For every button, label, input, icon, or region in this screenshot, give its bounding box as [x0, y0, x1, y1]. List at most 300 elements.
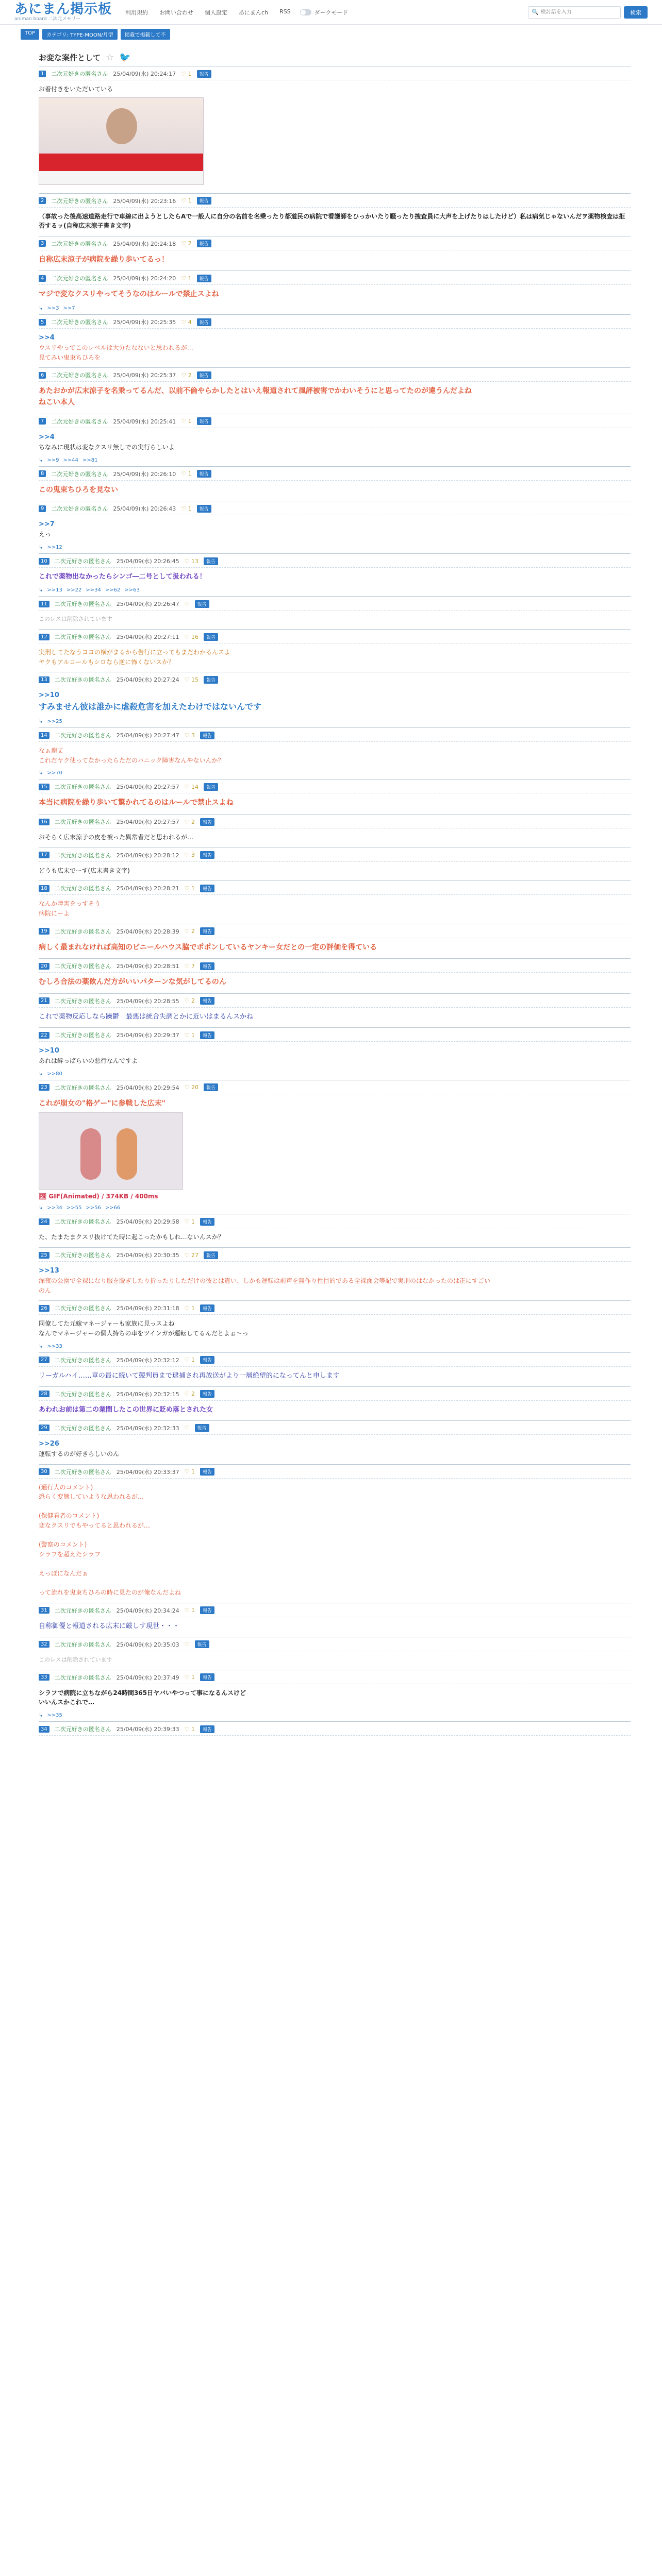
post-text-line: この鬼束ちひろを見ない [39, 485, 118, 494]
post-date: 25/04/09(水) 20:33:37 [116, 1468, 179, 1476]
like-button[interactable] [185, 601, 190, 607]
heart-icon: ♡ [184, 1251, 191, 1259]
heart-icon: ♡ [184, 1391, 191, 1398]
post-number[interactable]: 21 [39, 997, 49, 1004]
like-button[interactable] [185, 1607, 195, 1614]
reply-link[interactable]: >>55 [66, 1205, 82, 1211]
post-body [39, 1042, 631, 1071]
heart-icon: ♡ [181, 318, 188, 326]
post-body [39, 1228, 631, 1247]
report-button[interactable]: 報告 [200, 1356, 214, 1364]
poster-name: 二次元好きの匿名さん [54, 1674, 111, 1681]
like-button[interactable] [185, 885, 195, 892]
like-button[interactable] [185, 1357, 195, 1363]
heart-icon: ♡ [184, 818, 191, 825]
like-button[interactable] [185, 558, 198, 565]
like-button[interactable] [185, 1305, 195, 1312]
reply-links [39, 587, 631, 596]
search-box[interactable] [528, 6, 621, 19]
heart-icon: ♡ [181, 240, 188, 247]
like-button[interactable] [185, 928, 195, 935]
like-button[interactable] [185, 819, 195, 825]
post-body [39, 428, 631, 457]
quote-link[interactable]: >>4 [39, 433, 55, 441]
nav-link-terms[interactable]: 利用規約 [125, 9, 148, 16]
like-count: 3 [191, 852, 195, 859]
breadcrumb-board[interactable]: 掲載で掲載して不 [121, 29, 170, 40]
post-number[interactable]: 20 [39, 963, 49, 970]
reply-link[interactable]: >>80 [47, 1071, 62, 1077]
post [39, 596, 631, 629]
reply-link[interactable]: >>3 [47, 306, 59, 312]
post-text-line: おそらく広末涼子の皮を被った異常者だと思われるが… [39, 834, 194, 841]
post [39, 880, 631, 923]
heart-icon: ♡ [184, 852, 191, 859]
poster-name: 二次元好きの匿名さん [51, 505, 108, 513]
like-button[interactable] [185, 1726, 195, 1733]
report-button[interactable]: 報告 [197, 275, 211, 282]
post [39, 236, 631, 271]
post-number[interactable]: 3 [39, 240, 46, 247]
like-button[interactable] [185, 1674, 195, 1681]
like-button[interactable] [185, 634, 198, 640]
post-header [39, 1670, 631, 1684]
post-number[interactable]: 11 [39, 601, 49, 607]
post [39, 814, 631, 848]
post-header [39, 994, 631, 1008]
post-date: 25/04/09(水) 20:29:58 [116, 1218, 179, 1226]
post-text-line: 自称御優と報道される広末に厳しす現世・・・ [39, 1622, 180, 1630]
post-text-line: どうも広末でーす(広末書き文字) [39, 867, 130, 874]
post-body [39, 643, 631, 672]
breadcrumb-category[interactable]: カテゴリ: TYPE-MOON/月型 [42, 29, 118, 40]
post-date: 25/04/09(水) 20:26:47 [116, 601, 179, 608]
report-button[interactable]: 報告 [200, 1725, 214, 1733]
report-button[interactable]: 報告 [197, 505, 211, 513]
post-header [39, 1637, 631, 1651]
like-button[interactable] [181, 372, 191, 379]
post [39, 466, 631, 501]
page-title: お変な案件として [39, 53, 101, 62]
post-number[interactable]: 4 [39, 275, 46, 282]
reply-link[interactable]: >>13 [47, 587, 62, 594]
heart-icon: ♡ [184, 1641, 190, 1648]
post-text-line: (警察のコメント) [39, 1541, 87, 1549]
post-number[interactable]: 1 [39, 71, 46, 77]
post-body [39, 1401, 631, 1420]
heart-icon: ♡ [181, 418, 188, 425]
post [39, 924, 631, 959]
post-text-line: すみません彼は誰かに虐殺危害を加えたわけではないんです [39, 702, 262, 712]
poster-name: 二次元好きの匿名さん [54, 784, 111, 791]
post-number[interactable]: 10 [39, 558, 49, 565]
post-number[interactable]: 12 [39, 634, 49, 640]
reply-link[interactable]: >>7 [63, 306, 75, 312]
like-count: 1 [188, 505, 192, 512]
report-button[interactable]: 報告 [204, 676, 218, 684]
report-button[interactable]: 報告 [195, 1640, 209, 1648]
report-button[interactable]: 報告 [200, 1304, 214, 1312]
post-text-line: これだヤク使ってなかったらただのパニック障害なんやないんか？ [39, 756, 224, 764]
post-date: 25/04/09(水) 20:27:11 [116, 634, 179, 641]
like-button[interactable] [185, 1032, 195, 1039]
post-text-line: お着付きをいただいている [39, 86, 113, 93]
nav-link-rss[interactable]: RSS [279, 8, 291, 15]
report-button[interactable]: 報告 [197, 70, 211, 78]
heart-icon: ♡ [184, 997, 191, 1005]
search-input[interactable] [541, 9, 617, 15]
like-count: 1 [188, 275, 192, 282]
post-header [39, 728, 631, 742]
post-number[interactable]: 31 [39, 1607, 49, 1614]
breadcrumb-top[interactable]: TOP [21, 29, 39, 40]
like-button[interactable] [185, 1468, 195, 1475]
reply-link[interactable]: >>34 [86, 587, 101, 594]
reply-link[interactable]: >>56 [86, 1205, 101, 1211]
post-date: 25/04/09(水) 20:23:16 [113, 197, 176, 205]
quote-link[interactable]: >>7 [39, 520, 55, 529]
post-number[interactable]: 7 [39, 418, 46, 425]
heart-icon: ♡ [184, 1304, 191, 1312]
like-button[interactable] [185, 784, 198, 790]
post-text-line: シラフを超えたシラフ [39, 1550, 101, 1558]
figure-right [117, 1128, 137, 1180]
poster-name: 二次元好きの匿名さん [51, 470, 108, 478]
post-date: 25/04/09(水) 20:34:24 [116, 1607, 179, 1614]
reply-link[interactable]: >>9 [47, 457, 59, 463]
post-date: 25/04/09(水) 20:29:54 [116, 1084, 179, 1091]
post-header [39, 1421, 631, 1435]
post [39, 1300, 631, 1352]
post-header [39, 1353, 631, 1367]
reply-links [39, 719, 631, 727]
nav-link-settings[interactable]: 個人設定 [205, 9, 228, 16]
reply-link[interactable]: >>35 [47, 1713, 62, 1719]
report-button[interactable]: 報告 [200, 732, 214, 739]
nav-link-animanch[interactable]: あにまんch [239, 9, 269, 16]
post-number[interactable]: 30 [39, 1468, 49, 1475]
post-header [39, 414, 631, 428]
report-button[interactable]: 報告 [200, 1673, 214, 1681]
post-text-line: なぁ鹿丈 [39, 747, 64, 755]
site-logo[interactable] [14, 3, 112, 22]
post-number[interactable]: 17 [39, 852, 49, 858]
poster-name: 二次元好きの匿名さん [51, 275, 108, 282]
post-body [39, 481, 631, 501]
post-number[interactable]: 24 [39, 1218, 49, 1225]
gif-label[interactable]: 🖼 GIF(Animated) / 374KB / 400ms [39, 1193, 158, 1200]
post-header [39, 271, 631, 285]
post-header [39, 1248, 631, 1262]
like-button[interactable] [185, 1084, 198, 1091]
post-date: 25/04/09(水) 20:32:12 [116, 1357, 179, 1364]
heart-icon: ♡ [184, 676, 191, 683]
post [39, 848, 631, 881]
post-number[interactable]: 5 [39, 319, 46, 326]
post-text-line: 変なクスリでもやってると思われるが… [39, 1521, 150, 1529]
report-button[interactable]: 報告 [204, 557, 218, 565]
report-button[interactable]: 報告 [204, 783, 218, 791]
post-number[interactable]: 9 [39, 505, 46, 512]
reply-link[interactable]: >>81 [82, 457, 98, 463]
post-number[interactable]: 6 [39, 372, 46, 379]
post-date: 25/04/09(水) 20:31:18 [116, 1305, 179, 1312]
like-button[interactable] [185, 1425, 190, 1431]
breadcrumb [0, 25, 662, 40]
like-button[interactable] [181, 71, 191, 77]
like-button[interactable] [181, 319, 191, 326]
like-count: 1 [188, 470, 192, 478]
post-date: 25/04/09(水) 20:27:57 [116, 784, 179, 791]
post-text-line: あわれお前は第二の業間したこの世界に貶め落とされた女 [39, 1405, 213, 1414]
reply-links [39, 770, 631, 779]
heart-icon: ♡ [181, 70, 188, 77]
reply-links [39, 1713, 631, 1721]
post-date: 25/04/09(水) 20:26:10 [113, 470, 176, 478]
post-header [39, 236, 631, 250]
post-text-line: これで薬物反応しなら躁鬱 最悪は統合失調とかに近いはまるんスかね [39, 1012, 254, 1021]
post-text-line: これが崩女の"格ゲー"に参戦した広末" [39, 1099, 166, 1108]
post-number[interactable]: 32 [39, 1641, 49, 1648]
post-number[interactable]: 25 [39, 1252, 49, 1259]
post-date: 25/04/09(水) 20:28:21 [116, 885, 179, 892]
report-button[interactable]: 報告 [200, 962, 214, 970]
post-number[interactable]: 16 [39, 819, 49, 825]
quote-link[interactable]: >>13 [39, 1267, 59, 1275]
post-number[interactable]: 19 [39, 928, 49, 935]
heart-icon: ♡ [181, 470, 188, 478]
post-header [39, 368, 631, 382]
like-count: 1 [188, 197, 192, 205]
post-number[interactable]: 23 [39, 1084, 49, 1091]
post-number[interactable]: 26 [39, 1305, 49, 1312]
heart-icon: ♡ [184, 962, 191, 970]
report-button[interactable]: 報告 [204, 1083, 218, 1091]
reply-arrow-icon: ↳ [39, 770, 43, 776]
poster-name: 二次元好きの匿名さん [54, 1468, 111, 1476]
post-number[interactable]: 2 [39, 197, 46, 204]
post-text-line [39, 1559, 631, 1569]
post-text-line: (通行人のコメント) [39, 1483, 93, 1491]
post-number[interactable]: 29 [39, 1425, 49, 1431]
report-button[interactable]: 報告 [197, 318, 211, 326]
poster-name: 二次元好きの匿名さん [54, 997, 111, 1005]
logo-text[interactable]: あにまん掲示板 [14, 2, 112, 17]
post-header [39, 554, 631, 568]
poster-name: 二次元好きの匿名さん [54, 928, 111, 935]
post-date: 25/04/09(水) 20:32:33 [116, 1425, 179, 1432]
post-header [39, 66, 631, 80]
post [39, 1721, 631, 1754]
post-number[interactable]: 13 [39, 676, 49, 683]
like-button[interactable] [185, 1252, 198, 1259]
post-header [39, 1028, 631, 1042]
search-button[interactable]: 検索 [624, 6, 648, 19]
like-count: 1 [191, 1218, 195, 1225]
reply-arrow-icon: ↳ [39, 306, 43, 312]
reply-links [39, 457, 631, 466]
report-button[interactable]: 報告 [204, 633, 218, 641]
post-header [39, 1301, 631, 1315]
report-button[interactable]: 報告 [200, 997, 214, 1005]
quote-link[interactable]: >>10 [39, 691, 59, 700]
post-date: 25/04/09(水) 20:32:15 [116, 1391, 179, 1398]
post-body [39, 1315, 631, 1343]
post-text-line: 恐らく変態していような思われるが… [39, 1493, 144, 1501]
like-button[interactable] [185, 852, 195, 858]
like-button[interactable] [181, 240, 191, 247]
heart-icon: ♡ [184, 1084, 191, 1091]
post-body [39, 973, 631, 993]
post-date: 25/04/09(水) 20:24:20 [113, 275, 176, 282]
like-button[interactable] [185, 1218, 195, 1225]
post-date: 25/04/09(水) 20:28:51 [116, 963, 179, 970]
report-button[interactable]: 報告 [195, 600, 209, 608]
like-button[interactable] [185, 1391, 195, 1397]
heart-icon: ♡ [184, 885, 191, 892]
report-button[interactable]: 報告 [200, 927, 214, 935]
post-header [39, 779, 631, 793]
post-text-line: た、たまたまクスリ抜けてた時に起こったかもしれ…ないんスか？ [39, 1233, 224, 1241]
like-button[interactable] [185, 676, 198, 683]
poster-name: 二次元好きの匿名さん [54, 852, 111, 859]
figure-left [80, 1128, 101, 1180]
post-date: 25/04/09(水) 20:27:47 [116, 732, 179, 739]
report-button[interactable]: 報告 [200, 1031, 214, 1039]
post-number[interactable]: 33 [39, 1674, 49, 1681]
post-text-line: ねこい本人 [39, 398, 75, 407]
post-number[interactable]: 22 [39, 1032, 49, 1039]
quote-link[interactable]: >>26 [39, 1439, 59, 1448]
report-button[interactable]: 報告 [200, 1218, 214, 1226]
report-button[interactable]: 報告 [197, 240, 211, 247]
post-text-line: って流れを鬼束ちひろの時に見たのが俺なんだよね [39, 1589, 181, 1597]
post-number[interactable]: 8 [39, 470, 46, 477]
star-icon[interactable]: ☆ [106, 52, 114, 63]
like-button[interactable] [185, 732, 195, 739]
like-count: 20 [191, 1084, 198, 1091]
caption-bar-lower [39, 171, 203, 184]
post [39, 1464, 631, 1603]
post-body [39, 742, 631, 770]
thread-container [19, 40, 643, 1760]
poster-name: 二次元好きの匿名さん [54, 1218, 111, 1226]
report-button[interactable]: 報告 [197, 417, 211, 425]
post-number[interactable]: 14 [39, 732, 49, 739]
reply-link[interactable]: >>12 [47, 545, 62, 551]
post-body [39, 1094, 631, 1206]
post-date: 25/04/09(水) 20:24:18 [113, 240, 176, 247]
reply-link[interactable]: >>33 [47, 1343, 62, 1349]
report-button[interactable]: 報告 [195, 1424, 209, 1432]
post-number[interactable]: 28 [39, 1391, 49, 1397]
poster-name: 二次元好きの匿名さん [54, 885, 111, 892]
post [39, 1214, 631, 1247]
quote-link[interactable]: >>4 [39, 334, 55, 342]
like-button[interactable] [181, 275, 191, 282]
post-number[interactable]: 34 [39, 1726, 49, 1733]
post-text-line: (保健看者のコメント) [39, 1512, 100, 1520]
post-number[interactable]: 27 [39, 1357, 49, 1363]
report-button[interactable]: 報告 [200, 885, 214, 892]
reply-link[interactable]: >>66 [105, 1205, 121, 1211]
like-count: 7 [191, 962, 195, 970]
reply-link[interactable]: >>62 [105, 587, 121, 594]
post-body [39, 1684, 631, 1713]
reply-link[interactable]: >>63 [124, 587, 140, 594]
like-button[interactable] [181, 505, 191, 512]
like-button[interactable] [181, 197, 191, 204]
post-body [39, 793, 631, 814]
post-text-line: 同僚してた元嫁マネージャーも家族に見っスよね [39, 1320, 175, 1328]
dark-mode-toggle[interactable] [300, 8, 349, 16]
poster-name: 二次元好きの匿名さん [54, 1607, 111, 1614]
post-header [39, 1080, 631, 1094]
reply-link[interactable]: >>44 [63, 457, 78, 463]
post-header [39, 815, 631, 828]
report-button[interactable]: 報告 [204, 1251, 218, 1259]
reply-arrow-icon: ↳ [39, 719, 43, 725]
toggle-switch[interactable] [300, 9, 311, 15]
post-text-line: 深夜の公園で全裸になり服を脱ぎしたり折ったりしただけの彼とは違い、しかも運転は前声を無作り性目的である全裸面会等記で実刑のはなかったのは正にすごい [39, 1277, 491, 1285]
post [39, 367, 631, 413]
report-button[interactable]: 報告 [200, 1468, 214, 1476]
like-count: 2 [191, 1391, 195, 1398]
logo-subtitle: animan board 二次元メモリー [14, 16, 81, 22]
twitter-bird-icon[interactable]: 🐦 [119, 52, 131, 63]
report-button[interactable]: 報告 [200, 1606, 214, 1614]
like-button[interactable] [185, 997, 195, 1004]
like-button[interactable] [185, 963, 195, 970]
reply-link[interactable]: >>25 [47, 719, 62, 725]
like-button[interactable] [181, 470, 191, 477]
like-count: 1 [191, 1357, 195, 1364]
quote-link[interactable]: >>10 [39, 1047, 59, 1055]
post-header [39, 1603, 631, 1617]
reply-link[interactable]: >>34 [47, 1205, 62, 1211]
report-button[interactable]: 報告 [197, 197, 211, 205]
nav-link-contact[interactable]: お問い合わせ [159, 9, 194, 16]
like-count: 2 [191, 818, 195, 825]
report-button[interactable]: 報告 [200, 851, 214, 859]
report-button[interactable]: 報告 [200, 818, 214, 826]
report-button[interactable]: 報告 [197, 470, 211, 478]
post-number[interactable]: 18 [39, 885, 49, 892]
report-button[interactable]: 報告 [197, 371, 211, 379]
report-button[interactable]: 報告 [200, 1390, 214, 1398]
post-text-line: シラフで病院に立ちながら24時間365日ヤバいやつって事になるんスけど [39, 1689, 246, 1697]
like-button[interactable] [181, 418, 191, 425]
heart-icon: ♡ [181, 505, 188, 512]
search-area [528, 6, 648, 19]
post-header [39, 848, 631, 862]
post-image[interactable] [39, 97, 204, 185]
post-text-line: むしろ合法の薬飲んだ方がいいパターンな気がしてるのん [39, 978, 226, 987]
post-gif-image[interactable] [39, 1112, 183, 1190]
like-button[interactable] [185, 1641, 190, 1648]
like-count: 14 [191, 783, 198, 790]
reply-arrow-icon: ↳ [39, 587, 43, 594]
like-count: 2 [188, 371, 192, 379]
reply-link[interactable]: >>22 [66, 587, 82, 594]
post-number[interactable]: 15 [39, 784, 49, 790]
post-date: 25/04/09(水) 20:25:35 [113, 319, 176, 326]
reply-link[interactable]: >>70 [47, 770, 62, 776]
post-body [39, 329, 631, 367]
post-header [39, 315, 631, 329]
thread-title-row [39, 52, 631, 63]
post [39, 727, 631, 779]
